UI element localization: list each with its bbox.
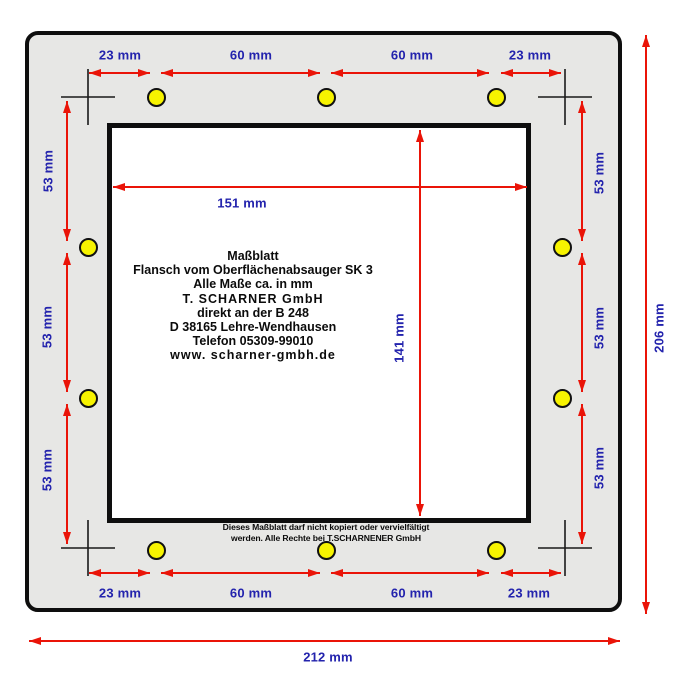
- mounting-hole: [487, 88, 506, 107]
- dim-label-left-1: 53 mm: [40, 149, 56, 193]
- mounting-hole: [553, 238, 572, 257]
- info-phone: Telefon 05309-99010: [192, 334, 314, 349]
- mounting-hole: [147, 541, 166, 560]
- centerline-cross-top-left: [61, 69, 115, 125]
- mounting-hole: [317, 88, 336, 107]
- disclaimer-line-2: werden. Alle Rechte bei T.SCHARNENER GmbH: [231, 532, 421, 543]
- dim-label-top-4: 23 mm: [508, 47, 552, 63]
- disclaimer-line-1: Dieses Maßblatt darf nicht kopiert oder vervielfältigt: [222, 522, 430, 532]
- mounting-hole: [487, 541, 506, 560]
- dim-label-bottom-2: 60 mm: [229, 585, 273, 601]
- dim-label-bottom-3: 60 mm: [390, 585, 434, 601]
- centerline-cross-bottom-right: [538, 520, 592, 576]
- dim-label-right-3: 53 mm: [591, 446, 607, 490]
- dim-label-left-3: 53 mm: [39, 448, 55, 492]
- info-company: T. SCHARNER GmbH: [182, 291, 324, 306]
- info-block: [118, 249, 388, 363]
- mounting-hole: [79, 238, 98, 257]
- dim-label-right-2: 53 mm: [591, 306, 607, 350]
- info-street: direkt an der B 248: [197, 305, 309, 320]
- dim-label-right-1: 53 mm: [591, 151, 607, 195]
- centerline-cross-top-right: [538, 69, 592, 125]
- info-subject: Flansch vom Oberflächenabsauger SK 3: [133, 263, 373, 278]
- disclaimer: [186, 522, 466, 544]
- dim-label-top-1: 23 mm: [98, 47, 142, 63]
- info-title: Maßblatt: [227, 249, 279, 263]
- dim-label-top-2: 60 mm: [229, 47, 273, 63]
- mounting-hole: [553, 389, 572, 408]
- dim-label-left-2: 53 mm: [39, 305, 55, 349]
- dim-label-bottom-1: 23 mm: [98, 585, 142, 601]
- mounting-hole: [79, 389, 98, 408]
- dim-label-opening-height: 141 mm: [391, 313, 407, 363]
- info-note: Alle Maße ca. in mm: [193, 277, 313, 292]
- dim-label-plate-width: 212 mm: [303, 649, 353, 665]
- info-website: www. scharner-gmbh.de: [170, 348, 336, 363]
- dim-label-opening-width: 151 mm: [217, 195, 267, 211]
- dim-label-plate-height: 206 mm: [651, 303, 667, 353]
- mounting-hole: [147, 88, 166, 107]
- centerline-cross-bottom-left: [61, 520, 115, 576]
- dim-label-bottom-4: 23 mm: [507, 585, 551, 601]
- info-city: D 38165 Lehre-Wendhausen: [169, 320, 337, 335]
- dim-label-top-3: 60 mm: [390, 47, 434, 63]
